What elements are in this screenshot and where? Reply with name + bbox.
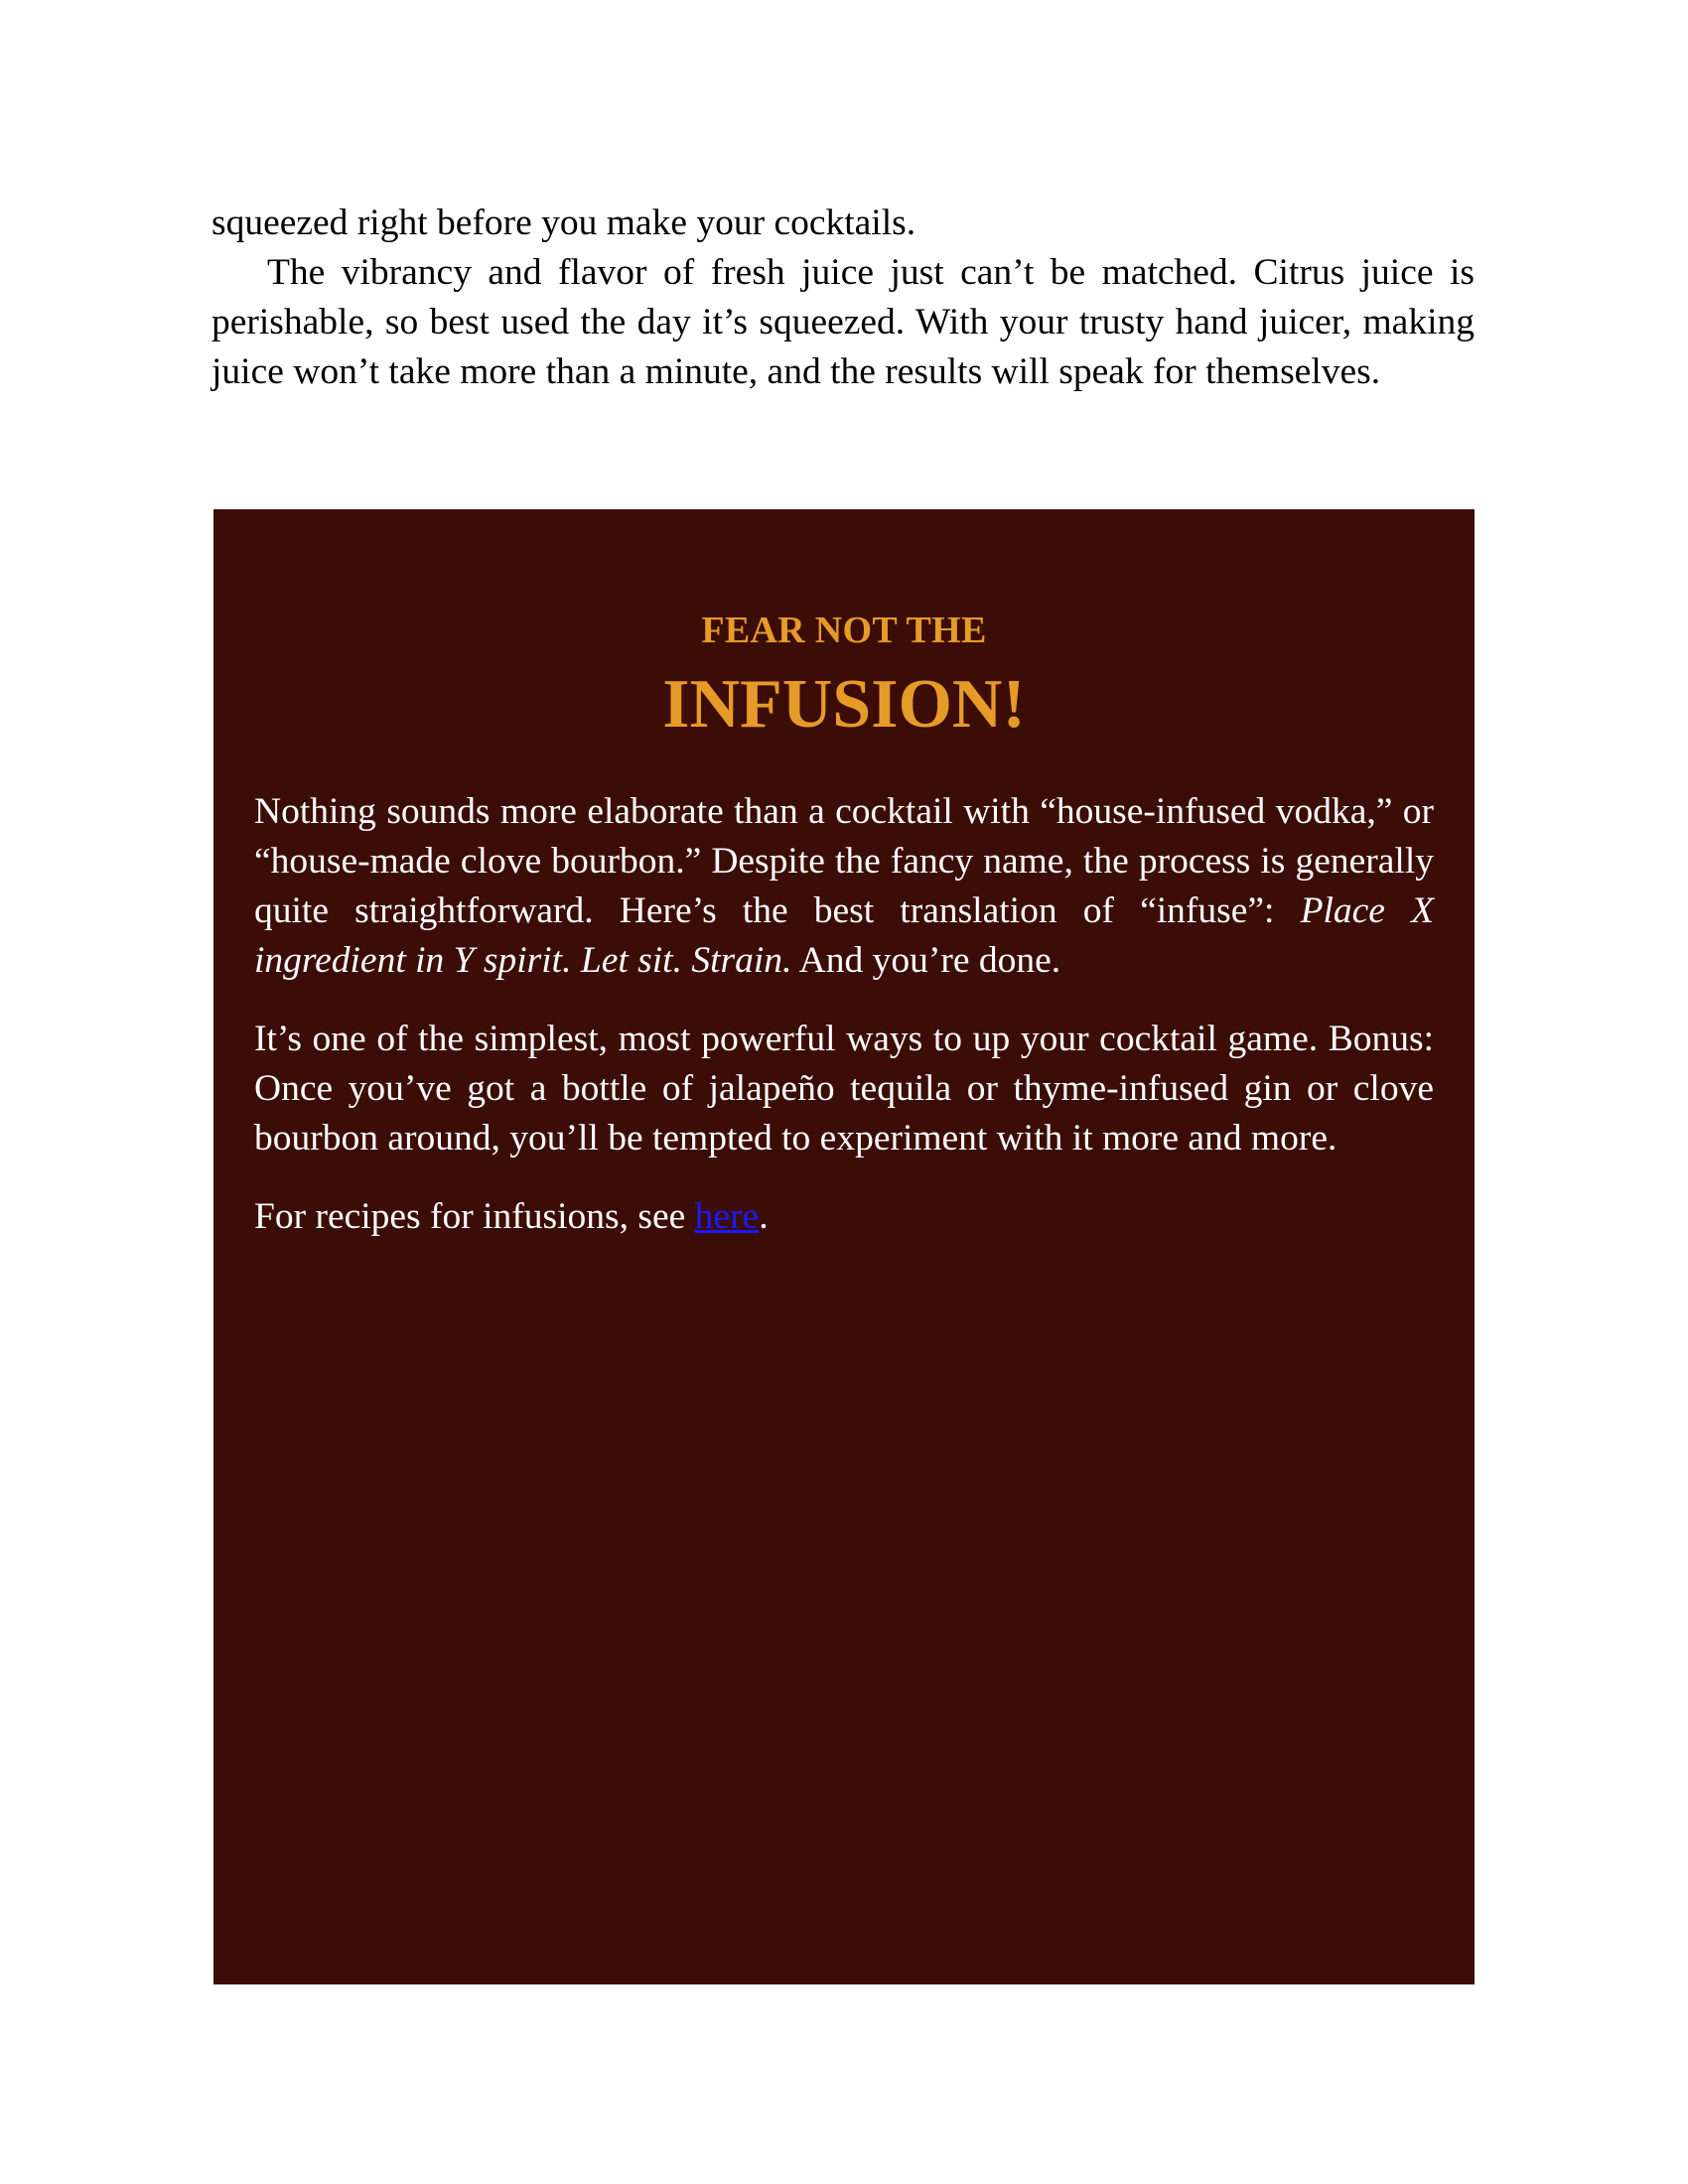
italic-instructions: Place X ingredient in Y spirit. Let sit. Strain. xyxy=(254,890,1434,981)
intro-paragraph: The vibrancy and flavor of fresh juice just can’t be matched. Citrus juice is perishable, so best used the day it’s squeezed. With your trusty hand juicer, making juice won’t take more than a minute, and the results will speak for themselves. xyxy=(211,252,1475,392)
intro-line: squeezed right before you make your cocktails. xyxy=(211,203,916,243)
sidebar-headline: INFUSION! xyxy=(662,666,1026,743)
intro-text xyxy=(211,199,1475,397)
paragraph-text: For recipes for infusions, see xyxy=(254,1196,695,1237)
infusion-sidebar xyxy=(213,509,1475,1984)
recipes-link[interactable]: here xyxy=(694,1196,760,1237)
sidebar-paragraph-1 xyxy=(254,787,1434,986)
sidebar-body xyxy=(254,787,1434,1242)
sidebar-kicker: FEAR NOT THE xyxy=(701,610,987,651)
paragraph-text: And you’re done. xyxy=(791,940,1061,981)
sidebar-paragraph-3 xyxy=(254,1192,1434,1242)
paragraph-text: Nothing sounds more elaborate than a cocktail with “house-infused vodka,” or “house-made clove bourbon.” Despite the fancy name, the process is generally quite straightforward. Here’s the best translation of “infuse”: xyxy=(254,791,1434,931)
sidebar-paragraph-2: It’s one of the simplest, most powerful ways to up your cocktail game. Bonus: Once you’ve got a bottle of jalapeño tequila or thyme-infused gin or clove bourbon around, you’ll be tempted to experiment with it more and more. xyxy=(254,1019,1434,1159)
paragraph-text: . xyxy=(759,1196,769,1237)
